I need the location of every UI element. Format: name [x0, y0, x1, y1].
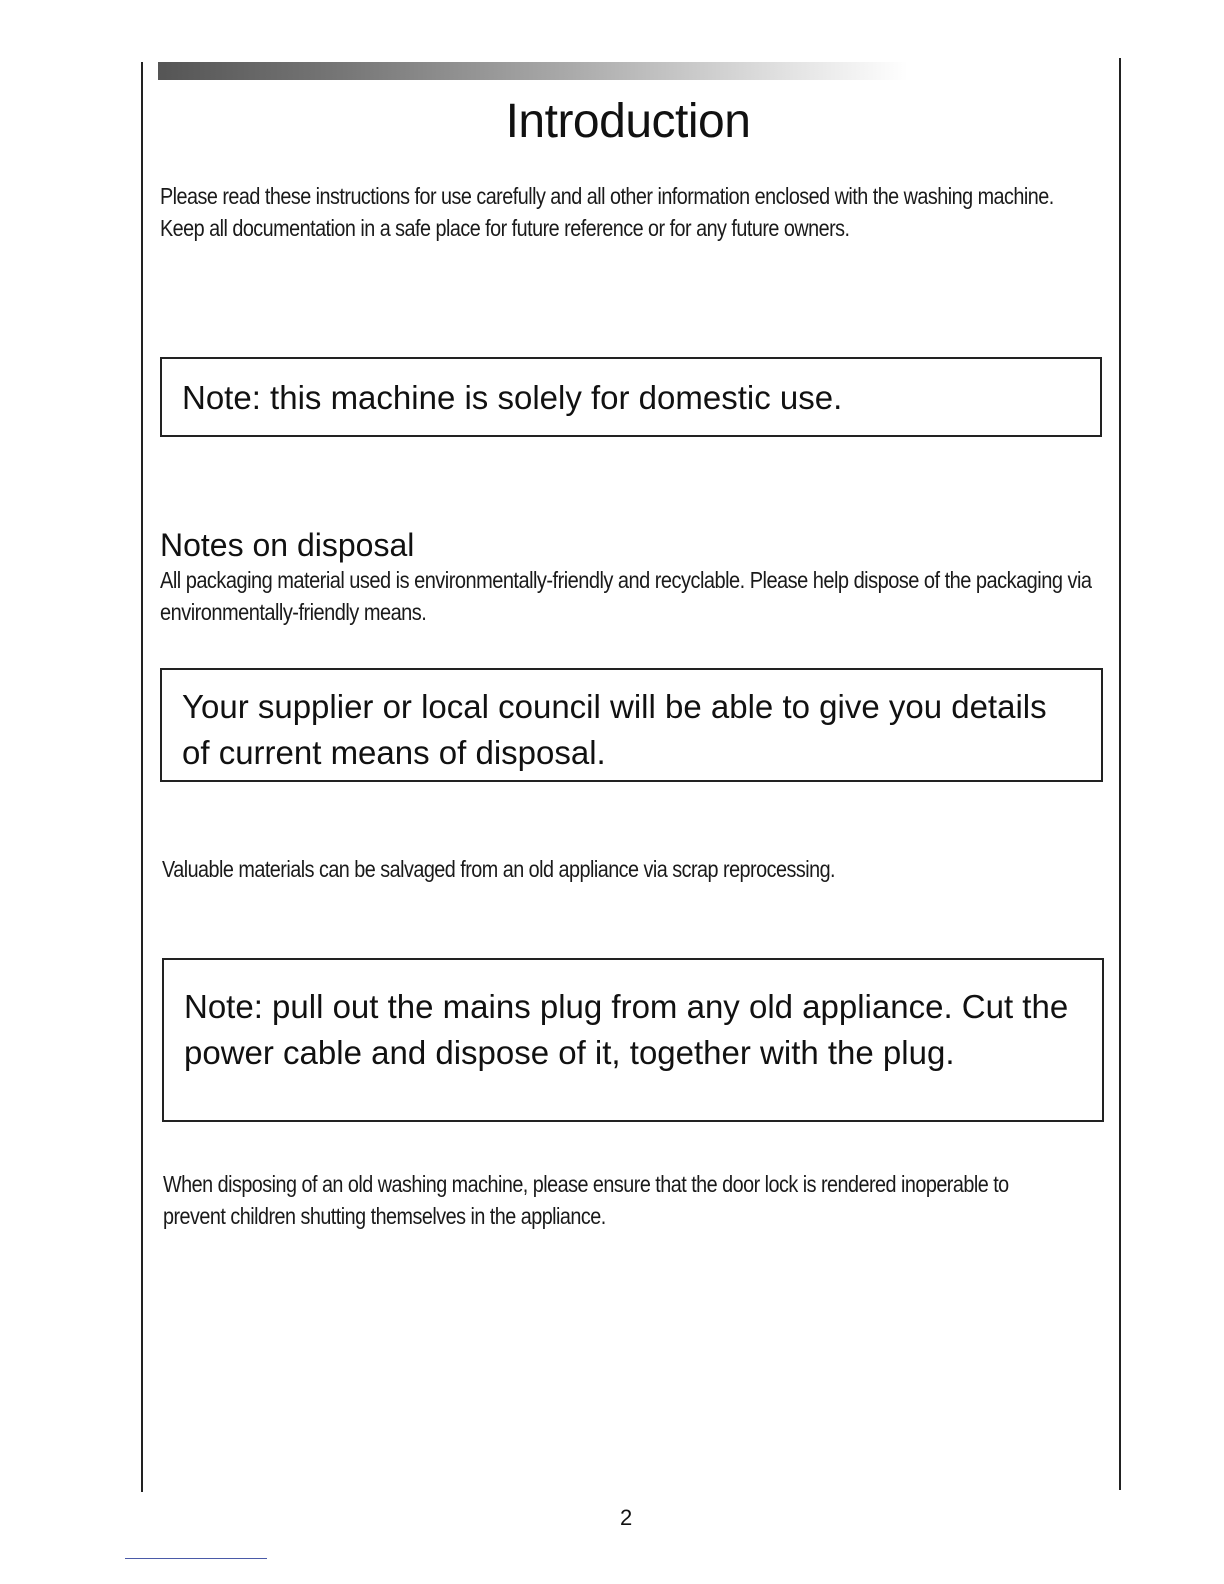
intro-paragraph-1: Please read these instructions for use carefully and all other information enclosed with the washing machine. — [160, 183, 1054, 209]
door-lock-warning-text: When disposing of an old washing machine, please ensure that the door lock is rendered inoperable to prevent children shutting themselves in the appliance. — [163, 1171, 1009, 1229]
footer-line — [125, 1558, 267, 1559]
note-supplier-text: Your supplier or local council will be able to give you details of current means of disposal. — [182, 688, 1047, 771]
right-margin-rule — [1119, 58, 1121, 1490]
intro-text — [160, 180, 1072, 244]
intro-paragraph-2: Keep all documentation in a safe place for future reference or for any future owners. — [160, 215, 850, 241]
header-gradient-bar — [158, 62, 908, 80]
note-mains-text: Note: pull out the mains plug from any old appliance. Cut the power cable and dispose of it, together with the plug. — [184, 988, 1069, 1071]
note-domestic-box — [160, 357, 1102, 437]
note-mains-box — [162, 958, 1104, 1122]
disposal-text: All packaging material used is environmentally-friendly and recyclable. Please help dispose of the packaging via environmentally-friendly means. — [160, 567, 1092, 625]
left-margin-rule — [141, 62, 143, 1492]
note-supplier-box — [160, 668, 1103, 782]
note-domestic-text: Note: this machine is solely for domestic use. — [182, 379, 843, 416]
disposal-heading: Notes on disposal — [160, 527, 415, 563]
page-number: 2 — [620, 1505, 633, 1530]
valuable-materials-text: Valuable materials can be salvaged from an old appliance via scrap reprocessing. — [162, 856, 836, 882]
page-title: Introduction — [505, 95, 751, 148]
